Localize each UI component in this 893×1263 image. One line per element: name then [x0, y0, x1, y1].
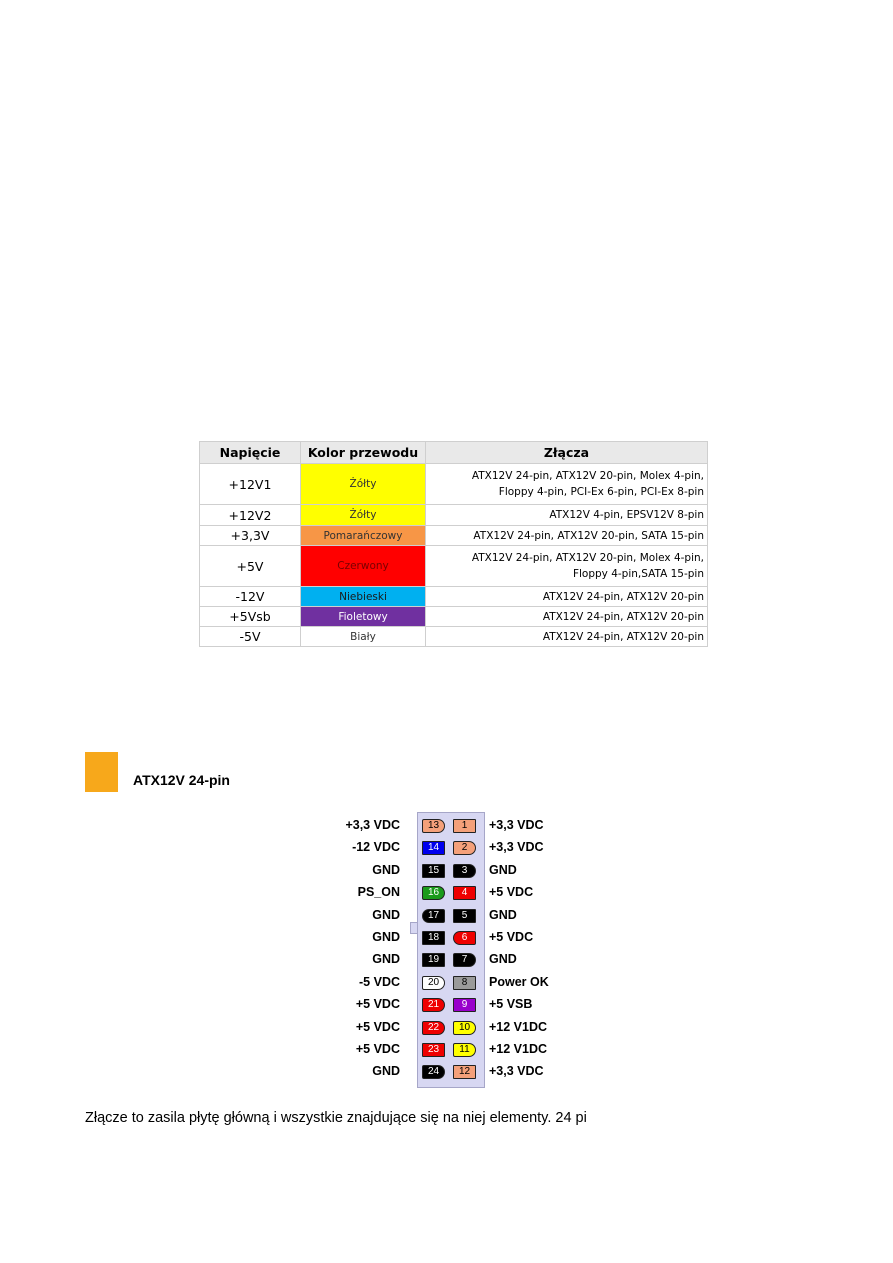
left-pin-label: +5 VDC: [355, 1042, 400, 1056]
table-body: [200, 464, 708, 647]
wire-color-cell: Żółty: [301, 464, 426, 505]
pin-row: [330, 838, 560, 858]
left-pin-label: +5 VDC: [355, 1019, 400, 1034]
left-pin-label: -5 VDC: [359, 974, 400, 989]
pin-21: 21: [422, 998, 445, 1012]
right-pin-label: +5 VDC: [489, 930, 534, 944]
pin-row: [330, 816, 560, 836]
pin-6: 6: [453, 931, 476, 945]
voltage-cell: +12V1: [200, 464, 301, 505]
section-marker: [85, 752, 118, 792]
voltage-cell: +5V: [200, 546, 301, 587]
right-pin-label: +12 V1DC: [489, 1019, 548, 1034]
table-row: [200, 587, 708, 607]
body-paragraph: Złącze to zasila płytę główną i wszystkie znajdujące się na niej elementy. 24 pi: [85, 1110, 587, 1126]
pin-row: [330, 1040, 560, 1060]
voltage-cell: +5Vsb: [200, 607, 301, 627]
pin-17: 17: [422, 909, 445, 923]
connectors-cell: [426, 546, 708, 587]
pin-8: 8: [453, 976, 476, 990]
pin-24: 24: [422, 1065, 445, 1079]
connectors-cell: [426, 526, 708, 546]
voltage-cell: +12V2: [200, 505, 301, 526]
left-pin-label: GND: [372, 930, 400, 944]
pin-4: 4: [453, 886, 476, 900]
wire-color-cell: Niebieski: [301, 587, 426, 607]
pin-row: [330, 1018, 560, 1038]
connectors-cell: [426, 464, 708, 505]
wire-color-cell: Fioletowy: [301, 607, 426, 627]
left-pin-label: GND: [372, 952, 400, 967]
connector-line: ATX12V 24-pin, ATX12V 20-pin, Molex 4-pin,: [471, 552, 704, 564]
left-pin-label: +5 VDC: [355, 997, 400, 1012]
pin-row: [330, 950, 560, 970]
pin-9: 9: [453, 998, 476, 1012]
connector-line: ATX12V 24-pin, ATX12V 20-pin: [542, 610, 704, 623]
connector-line: ATX12V 24-pin, ATX12V 20-pin: [542, 630, 704, 643]
connector-line: ATX12V 24-pin, ATX12V 20-pin, Molex 4-pin,: [471, 470, 704, 482]
wire-color-table: [199, 441, 708, 647]
connectors-cell: [426, 505, 708, 526]
pin-23: 23: [422, 1043, 445, 1057]
table-row: [200, 464, 708, 505]
pin-22: 22: [422, 1021, 445, 1035]
header-connectors: Złącza: [426, 442, 708, 464]
wire-color-cell: Pomarańczowy: [301, 526, 426, 546]
connector-line: ATX12V 4-pin, EPSV12V 8-pin: [549, 509, 704, 521]
right-pin-label: GND: [489, 952, 517, 967]
wire-color-cell: Żółty: [301, 505, 426, 526]
connector-line: ATX12V 24-pin, ATX12V 20-pin: [542, 590, 704, 603]
connectors-cell: [426, 607, 708, 627]
pin-10: 10: [453, 1021, 476, 1035]
table-row: [200, 526, 708, 546]
pin-5: 5: [453, 909, 476, 923]
table-header-row: [200, 442, 708, 464]
pin-14: 14: [422, 841, 445, 855]
table-row: [200, 505, 708, 526]
pin-row: [330, 883, 560, 903]
pin-row: [330, 995, 560, 1015]
pin-row: [330, 973, 560, 993]
wire-color-cell: Biały: [301, 627, 426, 647]
right-pin-label: +3,3 VDC: [489, 818, 544, 832]
wire-color-cell: Czerwony: [301, 546, 426, 587]
pin-13: 13: [422, 819, 445, 833]
pin-11: 11: [453, 1043, 476, 1057]
table-row: [200, 546, 708, 587]
pin-1: 1: [453, 819, 476, 833]
section-title: ATX12V 24-pin: [133, 772, 230, 788]
right-pin-label: +5 VDC: [489, 885, 534, 900]
left-pin-label: PS_ON: [357, 885, 400, 900]
pin-3: 3: [453, 864, 476, 878]
left-pin-label: GND: [372, 907, 400, 922]
connector-line: Floppy 4-pin, PCI-Ex 6-pin, PCI-Ex 8-pin: [498, 486, 704, 498]
right-pin-label: +3,3 VDC: [489, 840, 544, 855]
right-pin-label: GND: [489, 907, 517, 922]
pin-15: 15: [422, 864, 445, 878]
pin-7: 7: [453, 953, 476, 967]
connectors-cell: [426, 627, 708, 647]
atx-24pin-connector-diagram: [330, 812, 560, 1090]
connector-line: Floppy 4-pin,SATA 15-pin: [572, 568, 704, 580]
pin-12: 12: [453, 1065, 476, 1079]
right-pin-label: +5 VSB: [489, 997, 533, 1012]
left-pin-label: GND: [372, 862, 400, 877]
voltage-cell: -5V: [200, 627, 301, 647]
pin-16: 16: [422, 886, 445, 900]
left-pin-label: +3,3 VDC: [345, 818, 400, 832]
pin-row: [330, 928, 560, 948]
pin-18: 18: [422, 931, 445, 945]
left-pin-label: -12 VDC: [352, 840, 400, 855]
right-pin-label: Power OK: [489, 974, 549, 989]
right-pin-label: +3,3 VDC: [489, 1064, 544, 1079]
table-row: [200, 627, 708, 647]
pin-row: [330, 906, 560, 926]
pin-19: 19: [422, 953, 445, 967]
right-pin-label: GND: [489, 862, 517, 877]
pin-row: [330, 861, 560, 881]
pin-row: [330, 1062, 560, 1082]
table-row: [200, 607, 708, 627]
connector-line: ATX12V 24-pin, ATX12V 20-pin, SATA 15-pin: [473, 529, 704, 542]
connectors-cell: [426, 587, 708, 607]
right-pin-label: +12 V1DC: [489, 1042, 548, 1056]
pin-2: 2: [453, 841, 476, 855]
left-pin-label: GND: [372, 1064, 400, 1079]
header-wire-color: Kolor przewodu: [301, 442, 426, 464]
voltage-cell: +3,3V: [200, 526, 301, 546]
header-voltage: Napięcie: [200, 442, 301, 464]
pin-20: 20: [422, 976, 445, 990]
voltage-cell: -12V: [200, 587, 301, 607]
